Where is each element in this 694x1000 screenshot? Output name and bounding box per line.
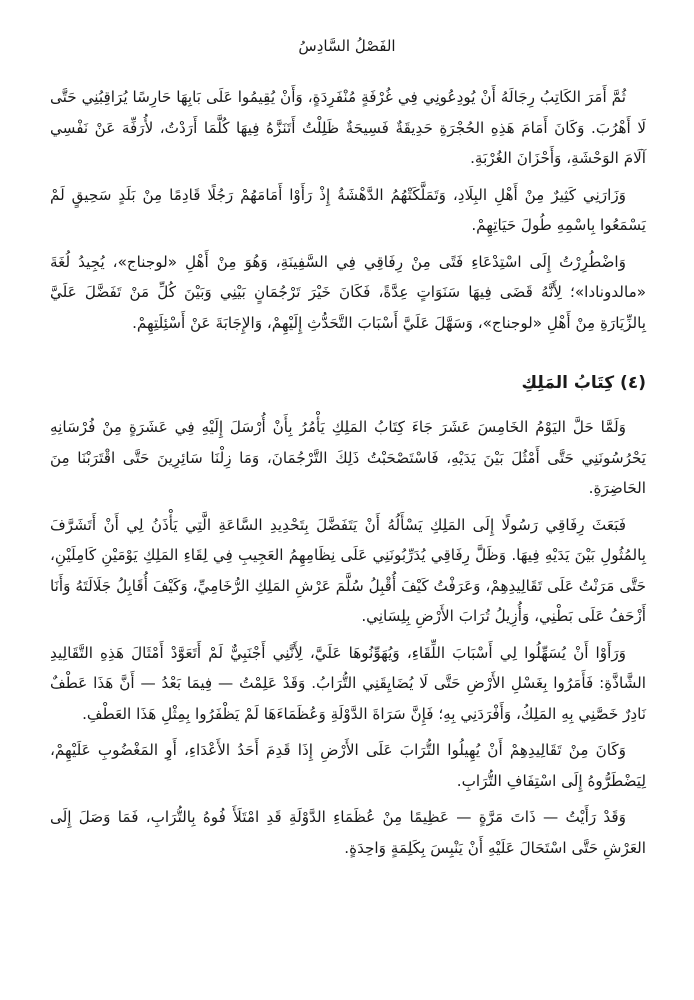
paragraph: وَرَأَوْا أَنْ يُسَهِّلُوا لِي أَسْبَابَ اللِّقَاءِ، وَيُهَوِّنُوهَا عَلَيَّ، لِأَنَّنِي أَجْنَبِيٌّ لَمْ أَتَعَوَّدْ أَمْثَالَ هَذِهِ التَّقَالِيدِ الشَّاذَّةِ: فَأَمَرُوا بِغَسْلِ الأَرْضِ حَتَّى لَا يُضَايِقَنِي التُّرَابُ. وَقَدْ عَلِمْتُ — فِيمَا بَعْدُ — أَنَّ هَذَا عَطْفٌ نَادِرٌ خَصَّنِي بِهِ المَلِكُ، وَأَفْرَدَنِي بِهِ؛ فَإِنَّ سَرَاةَ الدَّوْلَةِ وَعُظَمَاءَهَا لَمْ يَظْفَرُوا بِمِثْلِ هَذَا العَطْفِ. bbox=[50, 643, 646, 723]
paragraph: وَاضْطُرِرْتُ إِلَى اسْتِدْعَاءِ فَتًى مِنْ رِفَاقِي فِي السَّفِينَةِ، وَهُوَ مِنْ أَهْلِ «لوجناج»، يُجِيدُ لُغَةَ «مالدونادا»؛ لِأَنَّهُ قَضَى فِيهَا سَنَوَاتٍ عِدَّةً، فَكَانَ خَيْرَ تَرْجُمَانٍ بَيْنِي وَبَيْنَ كُلِّ مَنْ تَفَضَّلَ عَلَيَّ بِالزِّيَارَةِ مِنْ أَهْلِ «لوجناج»، وَسَهَّلَ عَلَيَّ أَسْبَابَ التَّحَدُّثِ إِلَيْهِمْ، وَالإِجَابَةَ عَنْ أَسْئِلَتِهِمْ. bbox=[50, 252, 646, 332]
page-body bbox=[50, 82, 646, 869]
paragraph: وَقَدْ رَأَيْتُ — ذَاتَ مَرَّةٍ — عَظِيمًا مِنْ عُظَمَاءِ الدَّوْلَةِ قَدِ امْتَلَأَ فُوهُ بِالتُّرَابِ، فَمَا وَصَلَ إِلَى العَرْشِ حَتَّى اسْتَحَالَ عَلَيْهِ أَنْ يَنْبِسَ بِكَلِمَةٍ وَاحِدَةٍ. bbox=[50, 808, 646, 857]
paragraph: فَبَعَثَ رِفَاقِي رَسُولًا إِلَى المَلِكِ يَسْأَلُهُ أَنْ يَتَفَضَّلَ بِتَحْدِيدِ السَّاعَةِ الَّتِي يَأْذَنُ لِي أَنْ أَتَشَرَّفَ بِالمُثُولِ بَيْنَ يَدَيْهِ فِيهَا. وَظَلَّ رِفَاقِي يُدَرِّبُونَنِي عَلَى نِظَامِهِمُ العَجِيبِ فِي لِقَاءِ المَلِكِ يَوْمَيْنِ كَامِلَيْنِ، حَتَّى مَرَنْتُ عَلَى تَقَالِيدِهِمْ، وَعَرَفْتُ كَيْفَ أُقْبِلُ سُلَّمَ عَرْشِ المَلِكِ الرُّخَامِيِّ، وَكَيْفَ أُقَابِلُ جَلَالَتَهُ وَأَنَا أَزْحَفُ عَلَى بَطْنِي، وَأُزِيلُ تُرَابَ الأَرْضِ بِلِسَانِي. bbox=[50, 515, 646, 625]
paragraph: وَكَانَ مِنْ تَقَالِيدِهِمْ أَنْ يُهِيلُوا التُّرَابَ عَلَى الأَرْضِ إِذَا قَدِمَ أَحَدُ الأَعْدَاءِ، أَوِ المَغْضُوبِ عَلَيْهِمْ، لِيَضْطَرُّوهُ إِلَى اسْتِفَافِ التُّرَابِ. bbox=[50, 741, 646, 790]
section-heading: (٤) كِتَابُ المَلِكِ bbox=[521, 373, 646, 393]
paragraph: وَلَمَّا حَلَّ اليَوْمُ الخَامِسَ عَشَرَ جَاءَ كِتَابُ المَلِكِ يَأْمُرُ بِأَنْ أُرْسَلَ إِلَيْهِ فِي عَشَرَةٍ مِنْ فُرْسَانِهِ يَحْرُسُونَنِي حَتَّى أَمْثُلَ بَيْنَ يَدَيْهِ، فَاسْتَصْحَبْتُ ذَلِكَ التَّرْجُمَانَ، وَمَا زِلْنَا سَائِرِينَ حَتَّى اقْتَرَبْنَا مِنَ الحَاضِرَةِ. bbox=[50, 418, 646, 497]
paragraph: وَزَارَنِي كَثِيرٌ مِنْ أَهْلِ البِلَادِ، وَتَمَلَّكَتْهُمُ الدَّهْشَةُ إِذْ رَأَوْا أَمَامَهُمْ رَجُلًا قَادِمًا مِنْ بَلَدٍ سَحِيقٍ لَمْ يَسْمَعُوا بِاسْمِهِ طُولَ حَيَاتِهِمْ. bbox=[50, 185, 646, 234]
paragraph: ثُمَّ أَمَرَ الكَاتِبُ رِجَالَهُ أَنْ يُودِعُونِي فِي غُرْفَةٍ مُنْفَرِدَةٍ، وَأَنْ يُقِيمُوا عَلَى بَابِهَا حَارِسًا يُرَاقِبُنِي حَتَّى لَا أَهْرُبَ. وَكَانَ أَمَامَ هَذِهِ الحُجْرَةِ حَدِيقَةٌ فَسِيحَةٌ ظَلِلْتُ أَتَنَزَّهُ فِيهَا كُلَّمَا أَرَدْتُ، لأُرَفِّهَ عَنْ نَفْسِي آلَامَ الوَحْشَةِ، وَأَحْزَانَ الغُرْبَةِ. bbox=[50, 88, 646, 167]
chapter-running-header: الفَصْلُ السَّادِسُ bbox=[298, 37, 396, 55]
